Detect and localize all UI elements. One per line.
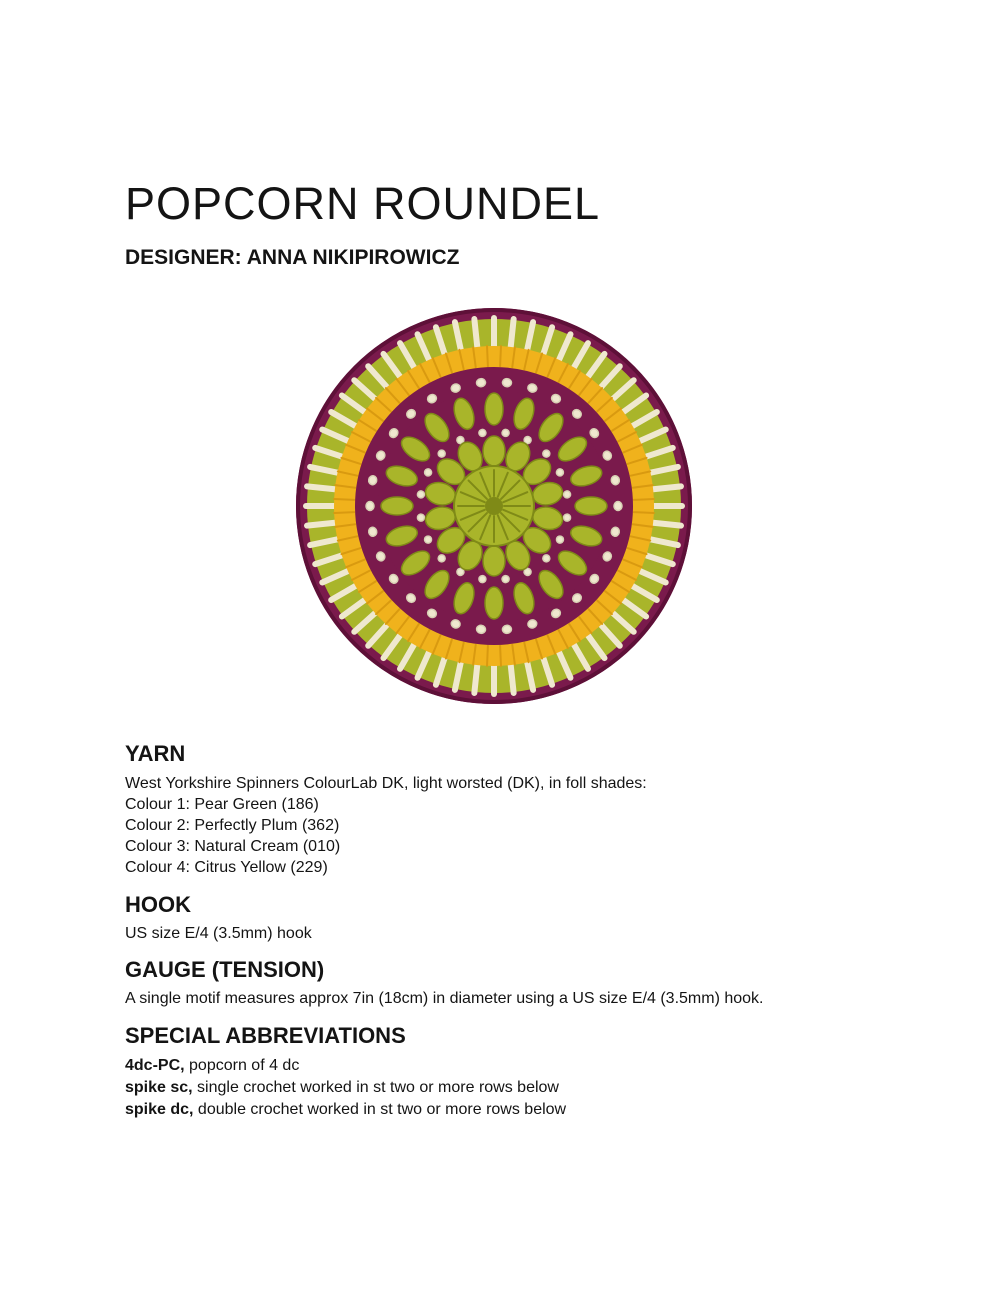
yarn-colour-3: Colour 3: Natural Cream (010)	[125, 838, 341, 855]
cream-spike-stitch	[511, 319, 514, 347]
popcorn-roundel-photo	[294, 304, 694, 708]
cream-dot	[476, 378, 486, 387]
abbreviation-term: spike dc,	[125, 1101, 194, 1118]
yarn-colour-4: Colour 4: Citrus Yellow (229)	[125, 859, 328, 876]
outer-popcorn-stitch	[485, 587, 503, 619]
inner-cream-dot	[563, 490, 571, 498]
yellow-stitch-texture	[334, 512, 354, 513]
inner-cream-dot	[502, 429, 510, 437]
inner-cream-dot	[502, 575, 510, 583]
inner-cream-dot	[563, 514, 571, 522]
inner-popcorn-stitch	[483, 436, 505, 466]
page-title: POPCORN ROUNDEL	[125, 178, 601, 229]
inner-cream-dot	[478, 429, 486, 437]
abbreviation-term: 4dc-PC,	[125, 1057, 185, 1074]
abbreviations-list	[125, 1055, 566, 1121]
gauge-text: A single motif measures approx 7in (18cm) in diameter using a US size E/4 (3.5mm) hook.	[125, 990, 764, 1007]
designer-credit: DESIGNER: ANNA NIKIPIROWICZ	[125, 246, 460, 269]
yellow-stitch-texture	[487, 646, 488, 666]
cream-spike-stitch	[307, 523, 335, 526]
outer-popcorn-stitch	[381, 497, 413, 515]
abbreviations-heading: SPECIAL ABBREVIATIONS	[125, 1023, 406, 1048]
hook-heading: HOOK	[125, 892, 191, 917]
cream-spike-stitch	[653, 486, 681, 489]
abbreviation-term: spike sc,	[125, 1079, 193, 1096]
cream-spike-stitch	[474, 319, 477, 347]
cream-dot	[614, 502, 622, 511]
hook-text: US size E/4 (3.5mm) hook	[125, 925, 312, 942]
yellow-stitch-texture	[487, 346, 488, 366]
inner-cream-dot	[478, 575, 486, 583]
cream-dot	[502, 625, 512, 634]
yellow-stitch-texture	[500, 346, 501, 366]
cream-spike-stitch	[307, 486, 335, 489]
yarn-list	[125, 773, 647, 878]
abbreviation-definition: single crochet worked in st two or more rows below	[192, 1079, 559, 1096]
abbreviation-definition: popcorn of 4 dc	[184, 1057, 300, 1074]
yellow-stitch-texture	[500, 646, 501, 666]
gauge-heading: GAUGE (TENSION)	[125, 957, 325, 982]
abbreviation-definition: double crochet worked in st two or more rows below	[193, 1101, 567, 1118]
yarn-colour-2: Colour 2: Perfectly Plum (362)	[125, 817, 340, 834]
abbreviation-item	[125, 1055, 566, 1077]
outer-popcorn-stitch	[575, 497, 607, 515]
inner-cream-dot	[417, 490, 425, 498]
inner-cream-dot	[417, 514, 425, 522]
yellow-stitch-texture	[634, 512, 654, 513]
yarn-heading: YARN	[125, 741, 186, 766]
outer-popcorn-stitch	[485, 393, 503, 425]
cream-dot	[476, 625, 486, 634]
cream-dot	[502, 378, 512, 387]
cream-spike-stitch	[653, 523, 681, 526]
abbreviation-item	[125, 1077, 566, 1099]
yarn-colour-1: Colour 1: Pear Green (186)	[125, 796, 319, 813]
cream-spike-stitch	[474, 665, 477, 693]
yellow-stitch-texture	[634, 499, 654, 500]
inner-popcorn-stitch	[483, 546, 505, 576]
centre-hole	[485, 497, 503, 515]
cream-dot	[366, 502, 374, 511]
abbreviation-item	[125, 1099, 566, 1121]
yarn-description: West Yorkshire Spinners ColourLab DK, light worsted (DK), in foll shades:	[125, 775, 647, 792]
yellow-stitch-texture	[334, 499, 354, 500]
cream-spike-stitch	[511, 665, 514, 693]
